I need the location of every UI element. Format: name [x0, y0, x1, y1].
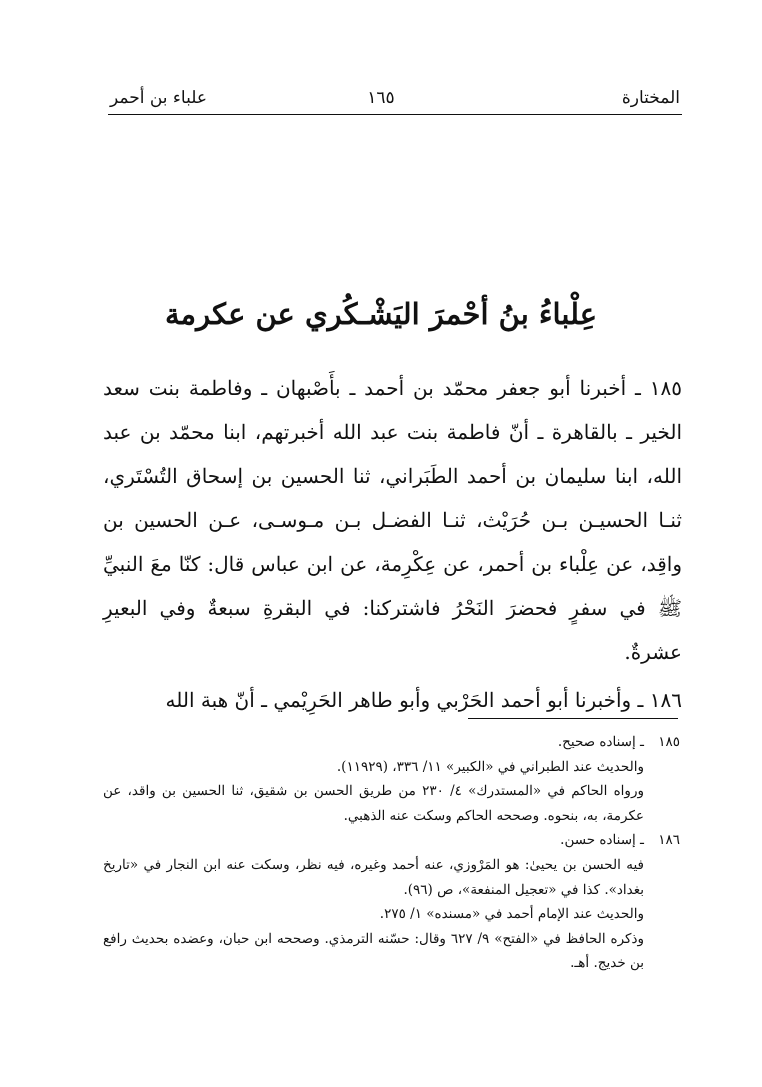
header-rule [108, 114, 682, 115]
hadith-text: ـ أخبرنا أبو جعفر محمّد بن أحمد ـ بأَصْبهان ـ وفاطمة بنت سعد الخير ـ بالقاهرة ـ أنّ فاطمة بنت عبد الله أخبرتهم، ابنا محمّد بن عبد الله، ابنا سليمان بن أحمد الطَبَراني، ثنا الحسين بن إسحاق التُسْتَري، ثنـا الحسيـن بـن حُرَيْث، ثنـا الفضـل بـن مـوسـى، عـن الحسين بن واقِد، عن عِلْباء بن أحمر، عن عِكْرِمة، عن ابن عباس قال: كنّا معَ النبيِّ ﷺ في سفرٍ فحضرَ النَحْرُ فاشتركنا: في البقرةِ سبعةٌ وفي البعيرِ عشرةٌ. [103, 376, 682, 664]
footnote-rule [468, 718, 678, 719]
footnote-line: ورواه الحاكم في «المستدرك» ٤/ ٢٣٠ من طريق الحسن بن شقيق، ثنا الحسين بن واقد، عن عكرمة، به، بنحوه. وصححه الحاكم وسكت عنه الذهبي. [103, 783, 644, 824]
page-number: ١٦٥ [367, 88, 395, 108]
hadith-text: ـ وأخبرنا أبو أحمد الحَرْبي وأبو طاهر الحَرِيْمي ـ أنّ هبة الله [165, 688, 644, 712]
footnotes [103, 730, 680, 976]
hadith-185 [103, 366, 682, 674]
footnote-line: والحديث عند الإمام أحمد في «مسنده» ١/ ٢٧٥. [379, 906, 644, 923]
footnote-186 [103, 828, 680, 976]
hadith-number: ١٨٥ [649, 376, 682, 400]
hadith-number: ١٨٦ [649, 688, 682, 712]
footnote-line: فيه الحسن بن يحيىٰ: هو المَرْوزي، عنه أحمد وغيره، فيه نظر، وسكت عنه ابن النجار في «تاريخ بغداد». كذا في «تعجيل المنفعة»، ص (٩٦). [103, 856, 644, 898]
footnote-line: ـ إسناده حسن. [560, 832, 644, 849]
footnote-number: ١٨٥ [658, 734, 680, 750]
running-header-chapter: علباء بن أحمر [110, 88, 207, 108]
footnote-line: والحديث عند الطبراني في «الكبير» ١١/ ٣٣٦، (١١٩٢٩). [336, 758, 644, 775]
footnote-line: ـ إسناده صحيح. [557, 734, 644, 750]
footnote-185 [103, 730, 680, 828]
running-header-book-title: المختارة [621, 88, 680, 108]
main-text [103, 366, 682, 722]
hadith-186 [103, 678, 682, 722]
chapter-title: عِلْباءُ بنُ أحْمرَ اليَشْـكُري عن عكرمة [164, 297, 597, 331]
footnote-line: وذكره الحافظ في «الفتح» ٩/ ٦٢٧ وقال: حسّنه الترمذي. وصححه ابن حبان، وعضده بحديث رافع بن خديج. أهـ. [103, 930, 645, 972]
footnote-number: ١٨٦ [658, 832, 680, 849]
